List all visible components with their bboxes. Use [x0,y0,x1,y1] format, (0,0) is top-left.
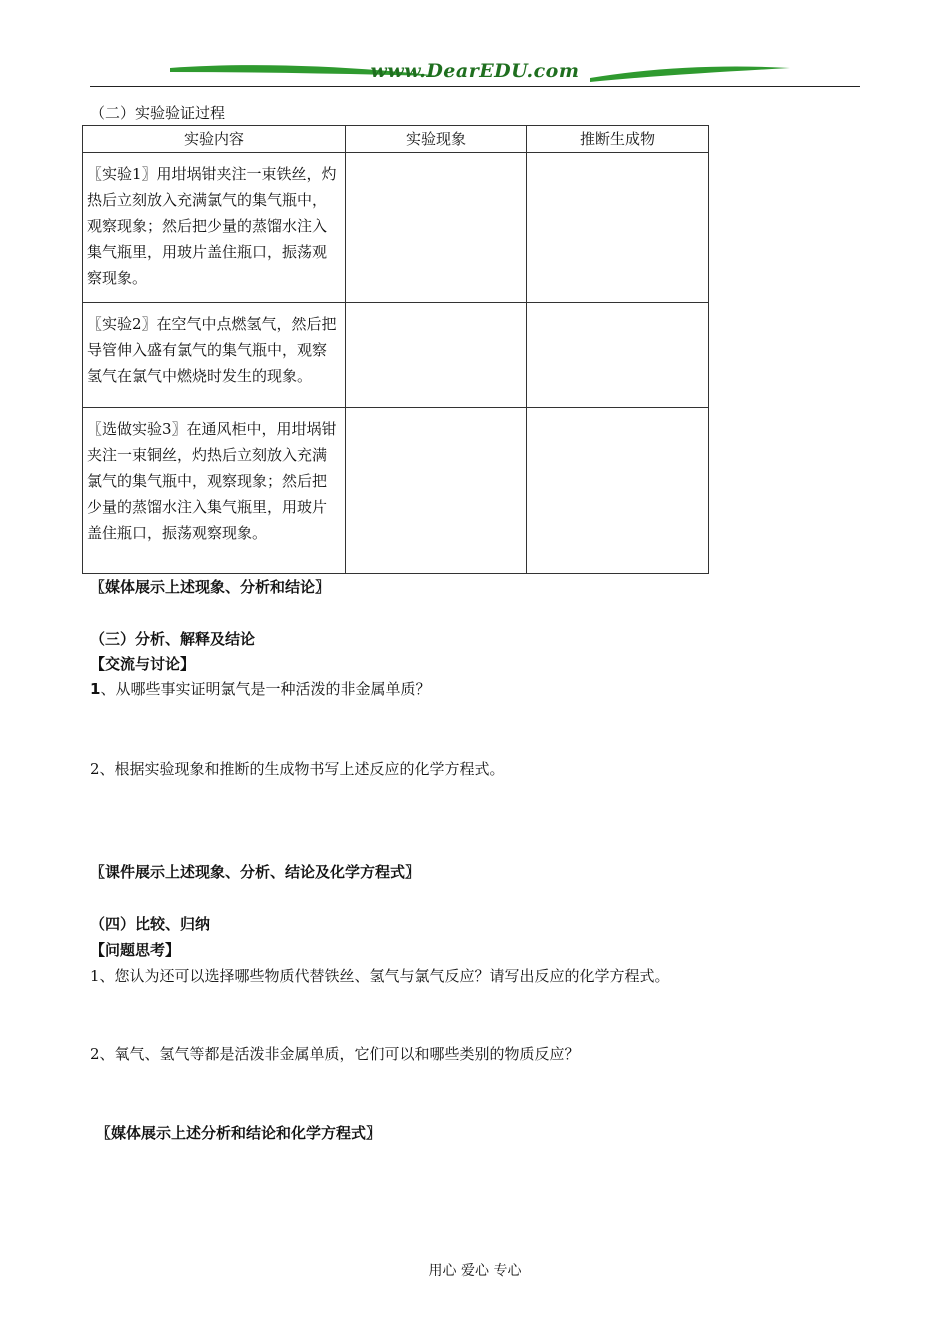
table-header-row [83,126,709,153]
page-header [90,58,860,90]
table-row [83,303,709,408]
section3-title: （三）分析、解释及结论 [90,630,256,648]
question-1-number: 1 [90,680,101,698]
section4-question-1: 1、您认为还可以选择哪些物质代替铁丝、氢气与氯气反应？请写出反应的化学方程式。 [90,967,670,985]
section3-question-1 [90,679,430,699]
section3-subtitle: 【交流与讨论】 [90,655,196,673]
experiment-1-phenomenon[interactable] [346,153,527,303]
experiment-3-content: 〖选做实验3〗在通风柜中，用坩埚钳夹注一束铜丝，灼热后立刻放入充满氯气的集气瓶中，观察现象；然后把少量的蒸馏水注入集气瓶里，用玻片盖住瓶口，振荡观察现象。 [83,408,346,574]
section4-title: （四）比较、归纳 [90,915,211,933]
experiment-3-product[interactable] [527,408,709,574]
experiment-1-content: 〖实验1〗用坩埚钳夹注一束铁丝，灼热后立刻放入充满氯气的集气瓶中，观察现象；然后把少量的蒸馏水注入集气瓶里，用玻片盖住瓶口，振荡观察现象。 [83,153,346,303]
media-display-note-3: 〖媒体展示上述分析和结论和化学方程式〗 [96,1124,382,1142]
experiment-table [82,125,709,574]
table-row [83,408,709,574]
question-1-text: 、从哪些事实证明氯气是一种活泼的非金属单质？ [100,680,431,698]
section4-subtitle: 【问题思考】 [90,941,181,959]
experiment-2-content: 〖实验2〗在空气中点燃氢气，然后把导管伸入盛有氯气的集气瓶中，观察氢气在氯气中燃烧时发生的现象。 [83,303,346,408]
experiment-2-phenomenon[interactable] [346,303,527,408]
media-display-note-1: 〖媒体展示上述现象、分析和结论〗 [90,578,331,596]
experiment-1-product[interactable] [527,153,709,303]
site-logo[interactable]: www.DearEDU.com [370,60,580,82]
header-content: 实验内容 [83,126,346,153]
media-display-note-2: 〖课件展示上述现象、分析、结论及化学方程式〗 [90,863,421,881]
header-phenomenon: 实验现象 [346,126,527,153]
experiment-2-product[interactable] [527,303,709,408]
section3-question-2: 2、根据实验现象和推断的生成物书写上述反应的化学方程式。 [90,760,505,778]
table-row [83,153,709,303]
page-footer: 用心 爱心 专心 [428,1263,522,1279]
header-rule [90,86,860,87]
header-product: 推断生成物 [527,126,709,153]
section2-title: （二）实验验证过程 [90,104,226,122]
section4-question-2: 2、氧气、氢气等都是活泼非金属单质，它们可以和哪些类别的物质反应？ [90,1045,580,1063]
experiment-3-phenomenon[interactable] [346,408,527,574]
